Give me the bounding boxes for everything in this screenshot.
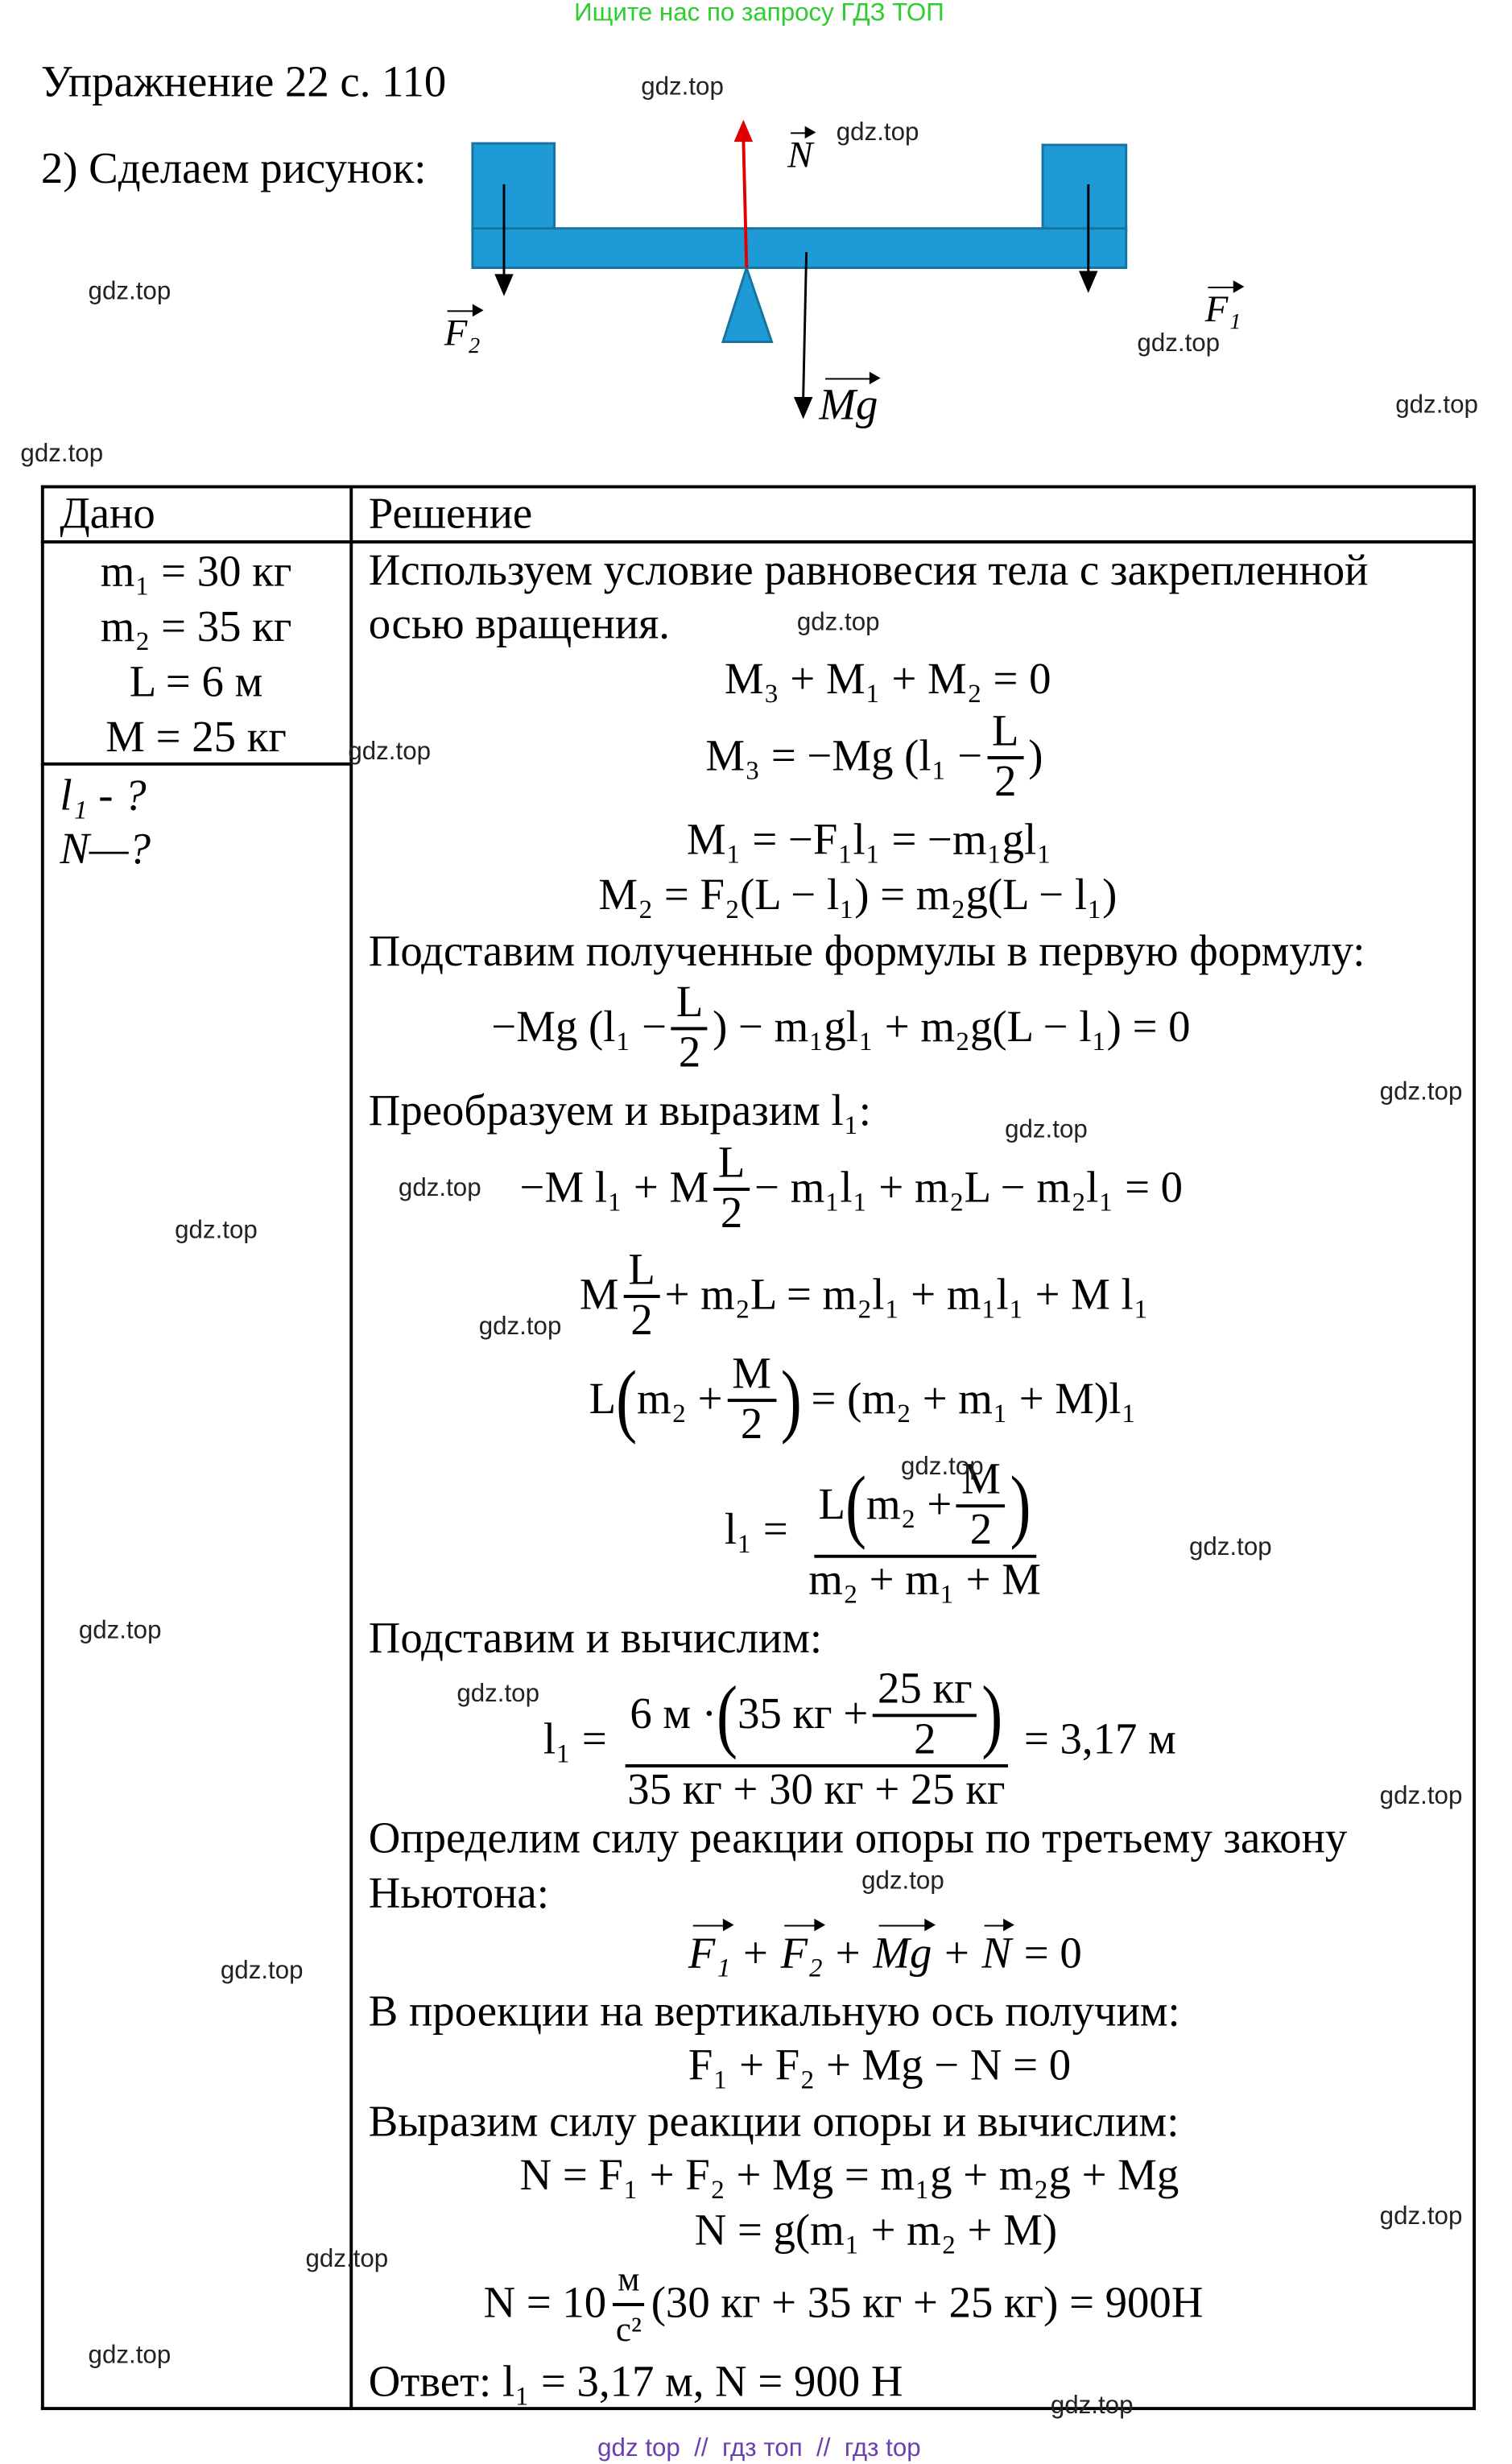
table-border-right <box>1473 486 1476 2411</box>
label-mg: Mg <box>819 381 878 431</box>
formula-m1: M₁ = −F₁l₁ = −m₁gl₁ <box>686 816 1052 865</box>
formula-part: + m₂L = m₂l₁ + m₁l₁ + M l₁ <box>664 1271 1149 1321</box>
watermark: gdz.top <box>861 1868 944 1896</box>
fraction-numerator: L <box>623 1247 659 1298</box>
fraction-part: 6 м · <box>630 1690 717 1739</box>
vector-mg: Mg <box>873 1928 932 1982</box>
watermark: gdz.top <box>1137 330 1221 358</box>
answer: Ответ: l₁ = 3,17 м, N = 900 Н <box>368 2358 903 2408</box>
step-label: 2) Сделаем рисунок: <box>40 144 427 194</box>
watermark: gdz.top <box>305 2246 389 2273</box>
header-banner: Ищите нас по запросу ГДЗ ТОП <box>574 0 944 27</box>
fraction-part: 35 кг + <box>737 1690 869 1739</box>
watermark: gdz.top <box>641 73 724 101</box>
watermark: gdz.top <box>1005 1116 1088 1144</box>
formula-part: L <box>589 1375 617 1424</box>
formula-n: N = F₁ + F₂ + Mg = m₁g + m₂g + Mg <box>519 2152 1179 2201</box>
pivot-support <box>723 268 772 342</box>
watermark: gdz.top <box>348 738 432 766</box>
watermark: gdz.top <box>78 1618 162 1645</box>
vector-f2: F₂ <box>781 1928 824 1982</box>
fraction-denominator: m₂ + m₁ + M <box>808 1556 1041 1606</box>
formula-part: −Mg (l₁ − <box>491 1003 667 1052</box>
fraction-denominator: с² <box>615 2309 642 2349</box>
table-column-divider <box>349 486 353 2411</box>
label-f2: F₂ <box>444 313 481 355</box>
formula-expand <box>520 1140 1184 1238</box>
fraction-denominator: 2 <box>630 1296 653 1346</box>
equals-zero: = 0 <box>1023 1929 1082 1979</box>
formula-part: m₂ + <box>637 1375 723 1424</box>
formula-part: = (m₂ + m₁ + M)l₁ <box>811 1375 1137 1424</box>
formula-factor <box>589 1351 1137 1449</box>
solution-header: Решение <box>368 490 533 540</box>
table-border-left <box>41 486 44 2411</box>
solution-text-8: В проекции на вертикальную ось получим: <box>368 1987 1180 2037</box>
formula-part: ) <box>1028 732 1043 782</box>
fraction-numerator: L <box>987 709 1023 759</box>
label-f1: F₁ <box>1204 289 1241 331</box>
solution-text-7: Ньютона: <box>368 1870 549 1919</box>
formula-n-numeric <box>484 2255 1204 2353</box>
solution-text-5: Подставим и вычислим: <box>368 1614 823 1664</box>
table-header-divider <box>41 540 1476 544</box>
fraction-numerator: L <box>713 1140 750 1191</box>
given-l: L = 6 м <box>129 658 263 708</box>
formula-l1: l₁ = L ( m₂ + $\frac{M}{2}$ ) m₂ + m₁ + M <box>725 1457 1051 1606</box>
solution-text-2: осью вращения. <box>368 600 670 649</box>
watermark: gdz.top <box>1395 392 1478 420</box>
plus: + <box>835 1929 861 1979</box>
formula-moment-sum: M₃ + M₁ + M₂ = 0 <box>724 655 1051 705</box>
table-border-top <box>41 486 1476 489</box>
fraction-denominator: 2 <box>969 1506 993 1555</box>
formula-result: = 3,17 м <box>1023 1715 1176 1764</box>
watermark: gdz.top <box>88 2342 171 2370</box>
exercise-title: Упражнение 22 с. 110 <box>40 58 447 108</box>
formula-part: M <box>579 1271 619 1321</box>
left-weight <box>473 143 555 232</box>
watermark: gdz.top <box>398 1175 481 1202</box>
given-m: M = 25 кг <box>105 713 287 763</box>
lever-diagram <box>0 0 1512 473</box>
formula-part: − m₁l₁ + m₂L − m₂l₁ = 0 <box>754 1164 1184 1213</box>
beam <box>473 229 1126 268</box>
solution-text-9: Выразим силу реакции опоры и вычислим: <box>368 2098 1179 2148</box>
fraction-denominator: 2 <box>914 1715 936 1764</box>
label-n: N <box>787 135 813 177</box>
fraction-numerator: M <box>956 1457 1005 1508</box>
unknown-n: N—? <box>60 825 151 874</box>
watermark: gdz.top <box>1379 2203 1463 2231</box>
fraction-part: m₂ + <box>866 1480 952 1530</box>
paren-close: ) <box>780 1353 802 1446</box>
watermark: gdz.top <box>1050 2392 1134 2420</box>
formula-m3 <box>705 709 1043 806</box>
fraction-numerator: 25 кг <box>873 1667 977 1718</box>
fraction-part: L <box>818 1480 845 1530</box>
watermark: gdz.top <box>1379 1783 1463 1810</box>
solution-text-3: Подставим полученные формулы в первую формулу: <box>368 928 1365 977</box>
unknown-l1: l₁ - ? <box>60 771 147 821</box>
watermark: gdz.top <box>478 1313 562 1341</box>
watermark: gdz.top <box>1188 1534 1272 1561</box>
formula-vector-sum <box>688 1928 1082 1982</box>
given-header: Дано <box>60 490 155 540</box>
formula-rearrange <box>580 1247 1149 1345</box>
watermark: gdz.top <box>456 1681 539 1708</box>
formula-part: l₁ = <box>724 1506 788 1555</box>
given-m2: m₂ = 35 кг <box>100 603 292 652</box>
given-m1: m₁ = 30 кг <box>100 548 292 597</box>
formula-part: −M l₁ + M <box>519 1164 709 1213</box>
plus: + <box>944 1929 969 1979</box>
fraction-denominator: 2 <box>720 1189 743 1238</box>
fraction-numerator: L <box>671 980 708 1031</box>
fraction-denominator: 35 кг + 30 кг + 25 кг <box>627 1765 1006 1815</box>
right-weight <box>1043 145 1126 232</box>
plus: + <box>743 1929 768 1979</box>
formula-substituted <box>491 980 1190 1077</box>
watermark: gdz.top <box>836 119 919 147</box>
fraction-denominator: 2 <box>740 1400 763 1449</box>
formula-n-factored: N = g(m₁ + m₂ + M) <box>694 2206 1058 2256</box>
fraction-denominator: 2 <box>994 757 1017 807</box>
watermark: gdz.top <box>900 1453 984 1481</box>
fraction-numerator: м <box>613 2255 644 2306</box>
gravity-arrow <box>804 252 807 397</box>
watermark: gdz.top <box>20 440 104 469</box>
paren-open: ( <box>616 1353 638 1446</box>
footer-links[interactable]: gdz top // гдз топ // гдз top <box>597 2435 921 2462</box>
formula-l1-numeric: l₁ = 6 м · ( 35 кг + $\frac{25 кг}{2}$ ) 35 кг + 30 кг + 25 кг = 3,17 м <box>543 1664 1176 1815</box>
watermark: gdz.top <box>1379 1079 1463 1106</box>
fraction-denominator: 2 <box>678 1028 701 1078</box>
watermark: gdz.top <box>88 279 171 306</box>
solution-text-4: Преобразуем и выразим l₁: <box>368 1086 872 1136</box>
formula-part: l₁ = <box>543 1715 607 1764</box>
solution-text-1: Используем условие равновесия тела с закрепленной <box>368 546 1369 596</box>
formula-part: ) − m₁gl₁ + m₂g(L − l₁) = 0 <box>713 1003 1191 1052</box>
formula-part: N = 10 <box>483 2279 607 2329</box>
vector-n: N <box>982 1928 1012 1982</box>
solution-text-6: Определим силу реакции опоры по третьему закону <box>368 1814 1348 1864</box>
formula-part: (30 кг + 35 кг + 25 кг) = 900Н <box>651 2279 1204 2329</box>
formula-part: M₃ = −Mg (l₁ − <box>705 732 983 782</box>
fraction-numerator: M <box>727 1351 775 1402</box>
formula-m2: M₂ = F₂(L − l₁) = m₂g(L − l₁) <box>598 870 1117 920</box>
vector-f1: F₁ <box>688 1928 731 1982</box>
watermark: gdz.top <box>796 610 880 637</box>
formula-projection: F₁ + F₂ + Mg − N = 0 <box>688 2041 1072 2090</box>
watermark: gdz.top <box>175 1218 258 1245</box>
watermark: gdz.top <box>220 1958 304 1985</box>
